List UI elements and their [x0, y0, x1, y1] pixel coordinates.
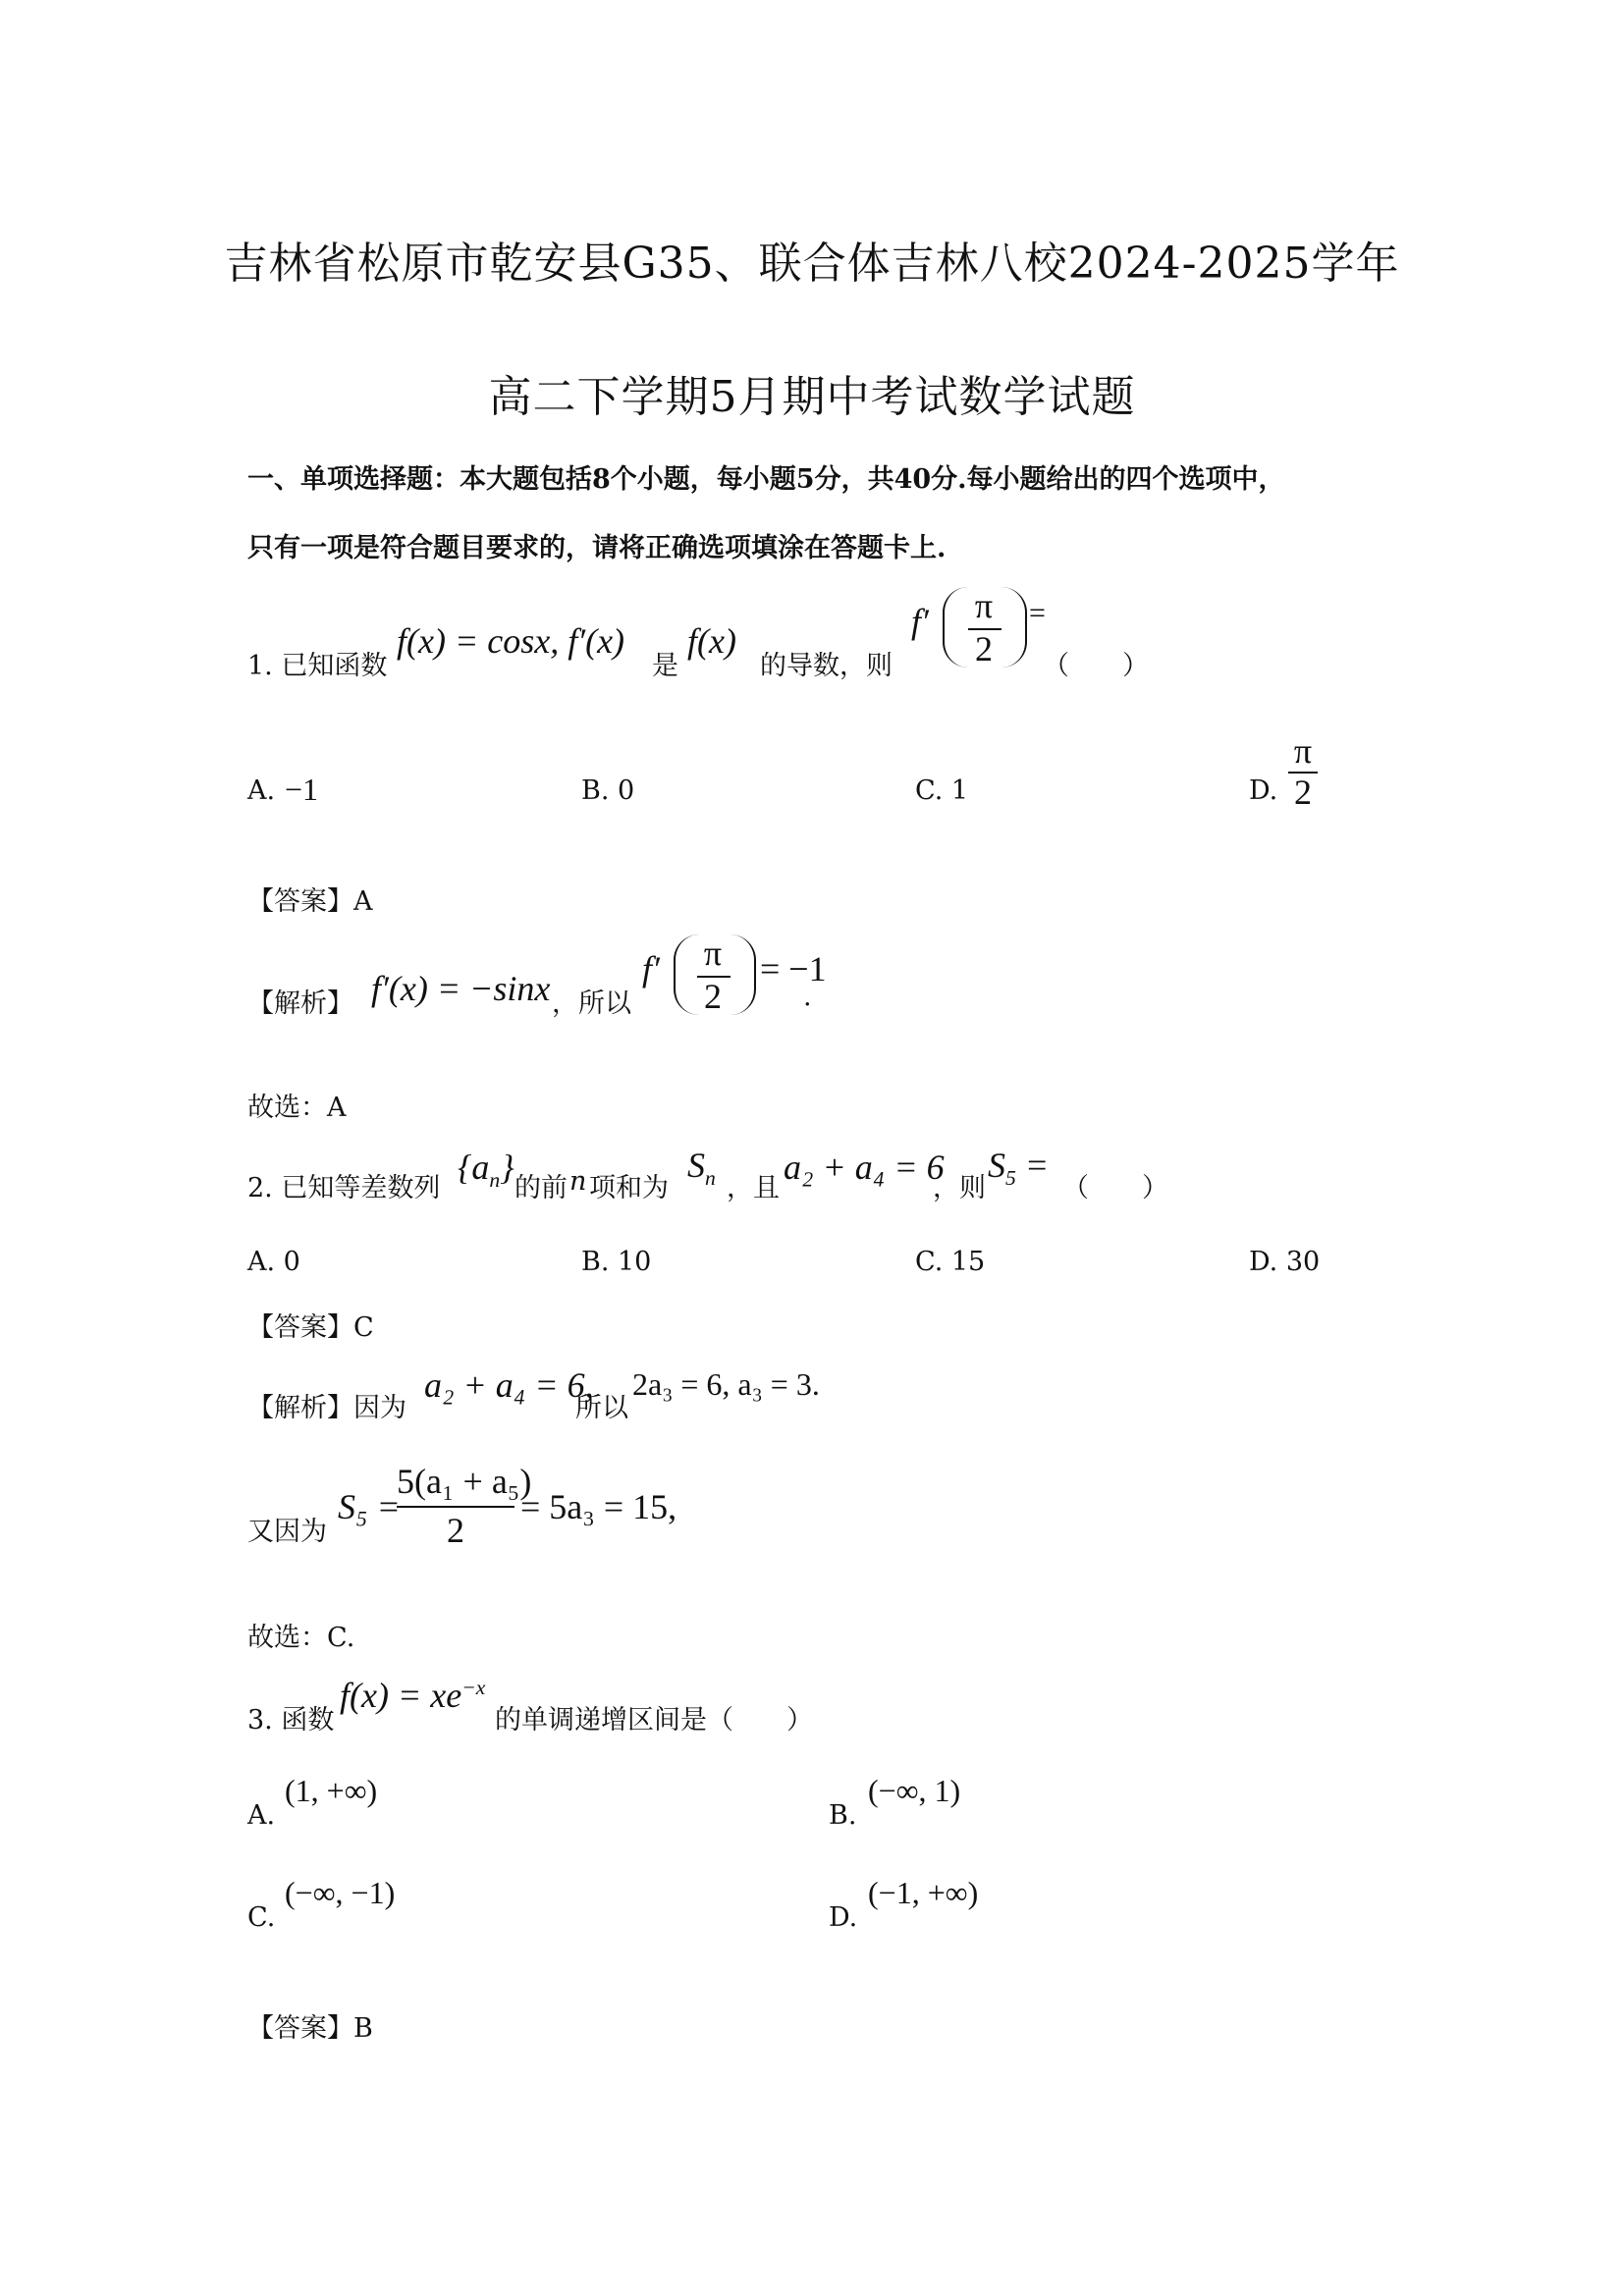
q2-s5-numerator: 5(a₁ + a₅) — [397, 1462, 532, 1501]
q2-option-b: B. 10 — [581, 1247, 652, 1277]
q2-answer: 【答案】C — [247, 1312, 374, 1343]
q1-analysis-expr: f′(x) = −sinx — [371, 969, 551, 1008]
q2-analysis-expr2: 2a₃ = 6, a₃ = 3. — [632, 1366, 820, 1402]
q3-prefix: 3. 函数 — [247, 1705, 335, 1735]
q2-option-d: D. 30 — [1249, 1247, 1321, 1277]
q1-answer: 【答案】A — [247, 886, 373, 917]
q2-s5-right: = 5a₃ = 15, — [520, 1487, 677, 1526]
q1-analysis-pi: π — [703, 934, 723, 973]
q1-fx: f(x) — [687, 621, 736, 661]
q3-option-a-value: (1, +∞) — [285, 1773, 378, 1808]
q3-option-c-value: (−∞, −1) — [285, 1875, 396, 1910]
q1-option-b: B. 0 — [581, 775, 635, 806]
q1-prefix: 1. 已知函数 — [247, 651, 388, 681]
q1-analysis-mid: ，所以 — [552, 988, 631, 1019]
q2-s5-denominator: 2 — [447, 1511, 464, 1550]
q2-analysis-expr1: a₂ + a₄ = 6, — [424, 1365, 594, 1405]
q2-mid4: ，则 — [933, 1173, 986, 1203]
q1-left-paren — [943, 587, 968, 667]
q1-option-d-label: D. — [1249, 775, 1278, 806]
q2-option-c: C. 15 — [915, 1247, 986, 1277]
q3-option-b-label: B. — [829, 1800, 857, 1831]
q1-option-a-label: A. — [247, 775, 276, 806]
q1-option-a-value: −1 — [285, 772, 319, 807]
q2-blank: （ ） — [1062, 1173, 1168, 1203]
q1-option-c: C. 1 — [915, 775, 969, 806]
q2-s5-bar — [397, 1506, 514, 1508]
q2-n: n — [569, 1166, 587, 1197]
q1-pi: π — [974, 586, 994, 625]
q1-mid: 是 — [652, 651, 678, 681]
q2-prefix: 2. 已知等差数列 — [247, 1173, 441, 1203]
q3-option-a-label: A. — [247, 1800, 276, 1831]
q1-option-d-two: 2 — [1294, 773, 1312, 812]
q1-analysis-label: 【解析】 — [247, 988, 353, 1019]
q2-analysis-label: 【解析】因为 — [247, 1393, 406, 1423]
q3-suffix: 的单调递增区间是（ ） — [495, 1705, 813, 1735]
q1-option-d-pi: π — [1293, 731, 1313, 771]
q1-func: f(x) = cosx, f′(x) — [397, 621, 625, 661]
q2-Sn: $S_n$ — [687, 1146, 716, 1191]
q1-two: 2 — [975, 629, 993, 668]
q2-again: 又因为 — [247, 1517, 327, 1547]
q2-analysis-mid: 所以 — [575, 1393, 628, 1423]
q1-fprime: f′ — [911, 602, 929, 641]
q1-analysis-fprime: f′ — [642, 949, 660, 988]
q2-mid1: 的前 — [514, 1173, 568, 1203]
page-title-line2: 高二下学期5月期中考试数学试题 — [488, 372, 1136, 422]
q2-mid3: ，且 — [727, 1173, 780, 1203]
q1-blank: （ ） — [1043, 651, 1149, 681]
q2-condition: a₂ + a₄ = 6 — [784, 1148, 945, 1187]
q2-s5-left: S₅ = — [338, 1487, 401, 1526]
q1-analysis-two: 2 — [704, 977, 722, 1016]
q3-option-c-label: C. — [247, 1902, 276, 1933]
page-title-line1: 吉林省松原市乾安县G35、联合体吉林八校2024-2025学年 — [224, 239, 1400, 289]
q1-analysis-result: = −1 — [760, 949, 827, 988]
q1-analysis-right-paren — [731, 934, 756, 1015]
q3-func: $f(x) = xe^{-x}$ — [340, 1676, 486, 1715]
q3-option-b-value: (−∞, 1) — [868, 1773, 961, 1808]
q3-option-d-label: D. — [829, 1902, 858, 1933]
q3-option-d-value: (−1, +∞) — [868, 1875, 979, 1910]
q1-eq: = — [1029, 597, 1046, 629]
q3-answer: 【答案】B — [247, 2013, 373, 2044]
q1-analysis-end: . — [803, 982, 812, 1012]
section-heading-line2: 只有一项是符合题目要求的，请将正确选项填涂在答题卡上. — [247, 533, 947, 563]
q2-choose: 故选：C. — [247, 1623, 355, 1653]
section-heading-line1: 一、单项选择题：本大题包括8个小题，每小题5分，共40分.每小题给出的四个选项中， — [247, 464, 1285, 495]
q2-option-a: A. 0 — [247, 1247, 300, 1277]
q1-choose: 故选：A — [247, 1093, 347, 1123]
q1-right-paren — [1001, 587, 1027, 667]
q1-suffix: 的导数，则 — [760, 651, 893, 681]
q2-S5: $S_5$ = — [988, 1146, 1050, 1191]
q2-seq: $\{a_n\}$ — [458, 1148, 514, 1193]
q2-mid2: 项和为 — [589, 1173, 669, 1203]
